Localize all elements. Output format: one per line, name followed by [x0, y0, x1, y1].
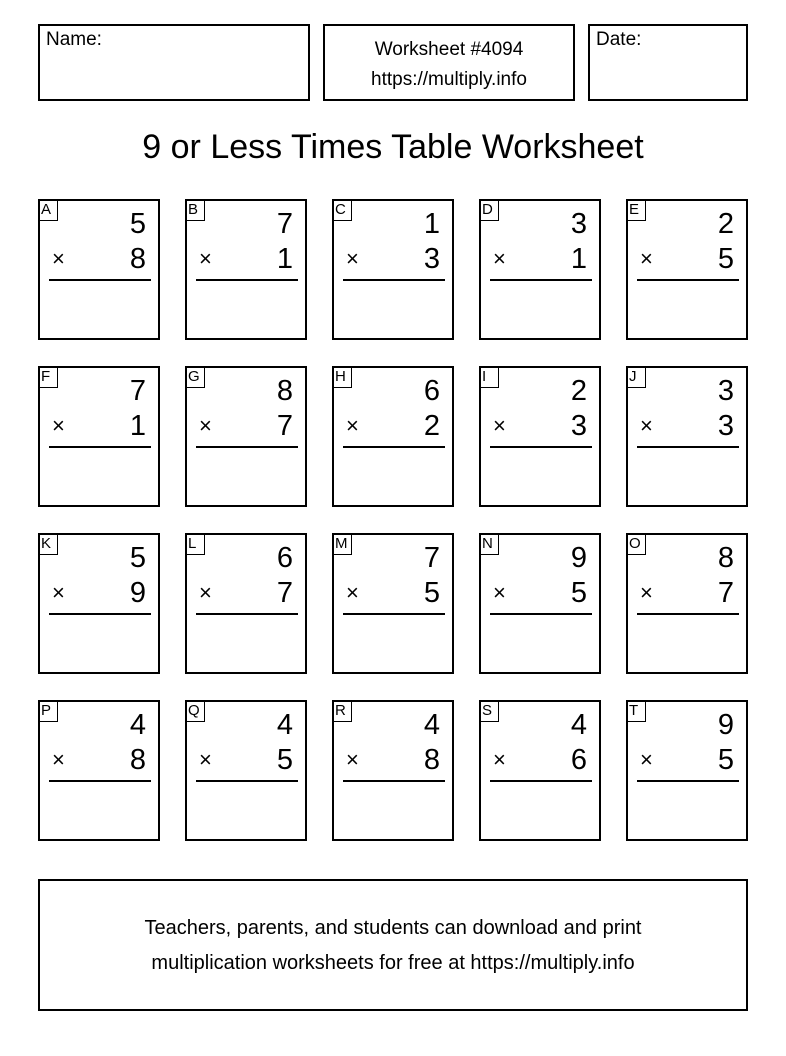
problem-letter: P [38, 700, 58, 722]
problem-multiplicand: 8 [276, 375, 293, 407]
problem-multiplier: 7 [276, 410, 293, 442]
problem-card[interactable] [185, 533, 307, 674]
problem-letter: A [38, 199, 58, 221]
problem-card[interactable] [185, 366, 307, 507]
problem-letter: D [479, 199, 499, 221]
page-title: 9 or Less Times Table Worksheet [142, 128, 644, 166]
times-sign: × [640, 747, 653, 772]
answer-line [49, 279, 151, 281]
times-sign: × [52, 246, 65, 271]
name-label: Name: [46, 29, 102, 50]
answer-line [196, 279, 298, 281]
problem-card[interactable] [38, 199, 160, 340]
times-sign: × [199, 747, 212, 772]
times-sign: × [346, 246, 359, 271]
problem-letter: H [332, 366, 352, 388]
problem-letter: S [479, 700, 499, 722]
answer-line [490, 613, 592, 615]
worksheet-info-box [323, 24, 575, 101]
problem-letter: R [332, 700, 352, 722]
problem-multiplier: 3 [570, 410, 587, 442]
date-field-box[interactable] [588, 24, 748, 101]
problem-multiplicand: 7 [423, 542, 440, 574]
answer-line [196, 613, 298, 615]
answer-line [343, 446, 445, 448]
problem-multiplier: 1 [276, 243, 293, 275]
problem-multiplicand: 4 [423, 709, 440, 741]
times-sign: × [346, 580, 359, 605]
problem-multiplicand: 1 [423, 208, 440, 240]
problem-letter: J [626, 366, 646, 388]
problem-multiplier: 1 [570, 243, 587, 275]
problem-multiplicand: 7 [276, 208, 293, 240]
problem-multiplicand: 5 [129, 542, 146, 574]
problem-card[interactable] [479, 366, 601, 507]
problem-multiplicand: 3 [570, 208, 587, 240]
problem-card[interactable] [332, 700, 454, 841]
answer-line [343, 780, 445, 782]
answer-line [637, 446, 739, 448]
problem-letter: L [185, 533, 205, 555]
answer-line [490, 279, 592, 281]
problem-multiplicand: 5 [129, 208, 146, 240]
problem-card[interactable] [479, 199, 601, 340]
times-sign: × [52, 580, 65, 605]
times-sign: × [493, 580, 506, 605]
problem-card[interactable] [332, 533, 454, 674]
times-sign: × [493, 413, 506, 438]
times-sign: × [199, 246, 212, 271]
problem-card[interactable] [626, 700, 748, 841]
problem-multiplier: 5 [570, 577, 587, 609]
problem-card[interactable] [626, 533, 748, 674]
times-sign: × [493, 246, 506, 271]
problem-multiplicand: 2 [717, 208, 734, 240]
problem-multiplier: 8 [129, 243, 146, 275]
name-field-box[interactable] [38, 24, 310, 101]
problem-multiplier: 2 [423, 410, 440, 442]
answer-line [196, 780, 298, 782]
problem-letter: E [626, 199, 646, 221]
problem-multiplicand: 4 [276, 709, 293, 741]
footer-line-1: Teachers, parents, and students can download and print [144, 917, 642, 939]
problem-letter: F [38, 366, 58, 388]
problem-letter: N [479, 533, 499, 555]
problem-multiplier: 7 [276, 577, 293, 609]
answer-line [637, 279, 739, 281]
problem-multiplicand: 4 [570, 709, 587, 741]
times-sign: × [640, 246, 653, 271]
answer-line [637, 780, 739, 782]
problem-multiplicand: 9 [717, 709, 734, 741]
answer-line [343, 279, 445, 281]
problem-multiplicand: 4 [129, 709, 146, 741]
problem-card[interactable] [38, 533, 160, 674]
problem-letter: G [185, 366, 205, 388]
problem-multiplier: 7 [717, 577, 734, 609]
times-sign: × [52, 747, 65, 772]
answer-line [637, 613, 739, 615]
problem-multiplicand: 2 [570, 375, 587, 407]
problem-multiplier: 3 [423, 243, 440, 275]
problem-card[interactable] [332, 366, 454, 507]
problem-letter: T [626, 700, 646, 722]
problem-card[interactable] [185, 700, 307, 841]
answer-line [490, 780, 592, 782]
answer-line [196, 446, 298, 448]
times-sign: × [199, 580, 212, 605]
problem-card[interactable] [479, 700, 601, 841]
problem-multiplicand: 8 [717, 542, 734, 574]
times-sign: × [493, 747, 506, 772]
footer-line-2: multiplication worksheets for free at https://multiply.info [151, 952, 635, 974]
problem-card[interactable] [626, 199, 748, 340]
problem-letter: C [332, 199, 352, 221]
answer-line [49, 613, 151, 615]
problem-multiplier: 8 [129, 744, 146, 776]
times-sign: × [199, 413, 212, 438]
times-sign: × [640, 580, 653, 605]
answer-line [343, 613, 445, 615]
worksheet-url: https://multiply.info [371, 69, 527, 90]
problem-card[interactable] [332, 199, 454, 340]
problem-multiplicand: 3 [717, 375, 734, 407]
problem-card[interactable] [626, 366, 748, 507]
footer-box [38, 879, 748, 1011]
problem-card[interactable] [479, 533, 601, 674]
problem-card[interactable] [185, 199, 307, 340]
problem-multiplier: 3 [717, 410, 734, 442]
problem-letter: O [626, 533, 646, 555]
problem-letter: M [332, 533, 352, 555]
problem-card[interactable] [38, 366, 160, 507]
problem-multiplier: 5 [717, 243, 734, 275]
problem-multiplicand: 9 [570, 542, 587, 574]
worksheet-number: Worksheet #4094 [374, 39, 524, 60]
problem-multiplier: 9 [129, 577, 146, 609]
answer-line [490, 446, 592, 448]
times-sign: × [346, 413, 359, 438]
problem-multiplicand: 6 [423, 375, 440, 407]
problem-card[interactable] [38, 700, 160, 841]
date-label: Date: [596, 29, 642, 50]
problem-multiplier: 1 [129, 410, 146, 442]
problem-multiplier: 5 [276, 744, 293, 776]
answer-line [49, 446, 151, 448]
problem-multiplier: 5 [717, 744, 734, 776]
problem-letter: K [38, 533, 58, 555]
problem-multiplier: 5 [423, 577, 440, 609]
times-sign: × [346, 747, 359, 772]
problem-letter: B [185, 199, 205, 221]
problem-multiplicand: 6 [276, 542, 293, 574]
problem-multiplier: 8 [423, 744, 440, 776]
problem-letter: Q [185, 700, 205, 722]
problem-letter: I [479, 366, 499, 388]
problem-multiplicand: 7 [129, 375, 146, 407]
answer-line [49, 780, 151, 782]
times-sign: × [640, 413, 653, 438]
times-sign: × [52, 413, 65, 438]
problem-multiplier: 6 [570, 744, 587, 776]
